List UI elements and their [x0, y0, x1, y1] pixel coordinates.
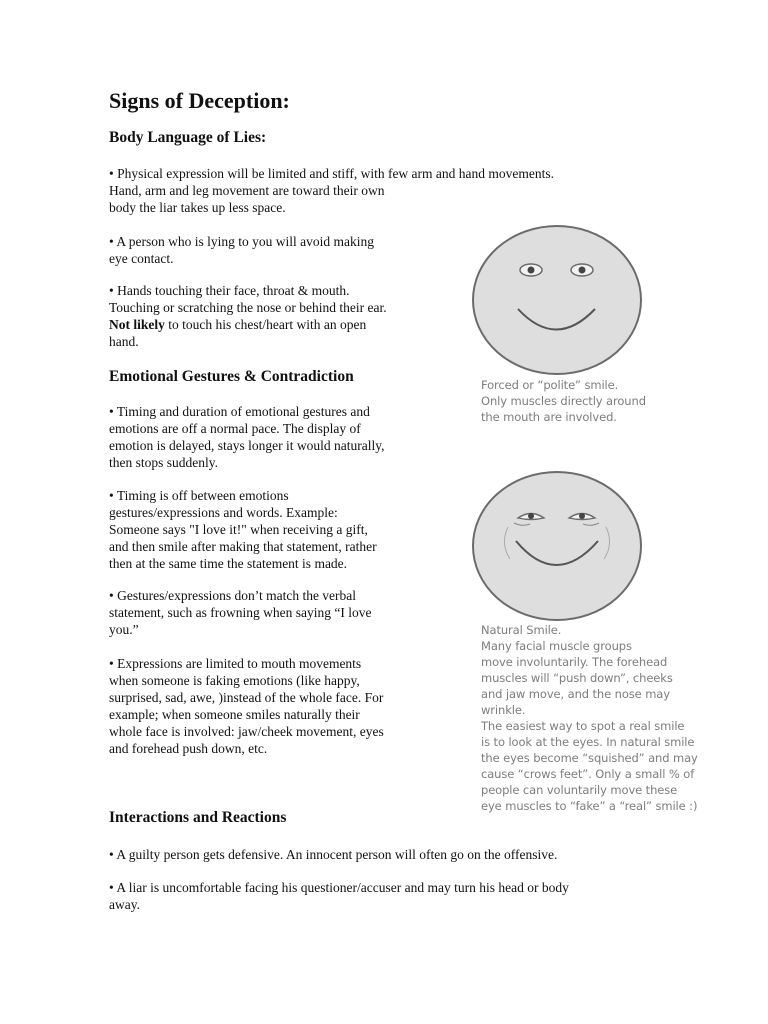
text-line: and then smile after making that statement, rather	[109, 539, 377, 554]
caption-line: Only muscles directly around	[481, 394, 646, 408]
interactions-bullet-2	[109, 879, 669, 913]
natural-smile-illustration	[470, 469, 645, 623]
text-line: • Physical expression will be limited and stiff, with few arm and hand movements.	[109, 166, 555, 181]
body-language-bullet-1	[109, 165, 629, 216]
left-pupil	[528, 513, 534, 519]
left-pupil	[528, 267, 535, 274]
natural-smile-caption	[481, 622, 741, 814]
text-line: you.”	[109, 622, 139, 637]
text-line: surprised, sad, awe, )instead of the whole face. For	[109, 690, 384, 705]
text-line: Someone says "I love it!" when receiving a gift,	[109, 522, 368, 537]
caption-line: Many facial muscle groups	[481, 639, 632, 653]
caption-line: move involuntarily. The forehead	[481, 655, 668, 669]
body-language-bullet-3	[109, 282, 449, 350]
page-title: Signs of Deception:	[109, 88, 290, 113]
right-pupil	[579, 267, 586, 274]
caption-line: muscles will “push down”, cheeks	[481, 671, 673, 685]
text-line: • A liar is uncomfortable facing his questioner/accuser and may turn his head or body	[109, 880, 569, 895]
text-line: and forehead push down, etc.	[109, 741, 268, 756]
section-heading-emotional: Emotional Gestures & Contradiction	[109, 368, 354, 385]
caption-line: the eyes become “squished” and may	[481, 751, 698, 765]
emotional-bullet-3	[109, 587, 439, 638]
caption-line: the mouth are involved.	[481, 410, 617, 424]
text-line: body the liar takes up less space.	[109, 200, 286, 215]
caption-line: wrinkle.	[481, 703, 526, 717]
text-line: emotion is delayed, stays longer it would naturally,	[109, 438, 385, 453]
caption-line: people can voluntarily move these	[481, 783, 678, 797]
text-line: • Hands touching their face, throat & mouth.	[109, 283, 350, 298]
text-line: then stops suddenly.	[109, 455, 218, 470]
text-line: Touching or scratching the nose or behind their ear.	[109, 300, 387, 315]
forced-smile-illustration	[470, 223, 645, 377]
section-heading-interactions: Interactions and Reactions	[109, 809, 287, 826]
caption-line: cause “crows feet”. Only a small % of	[481, 767, 695, 781]
text-line: Hand, arm and leg movement are toward their own	[109, 183, 385, 198]
text-line: whole face is involved: jaw/cheek movement, eyes	[109, 724, 384, 739]
text-line: statement, such as frowning when saying “I love	[109, 605, 372, 620]
section-heading-body-language: Body Language of Lies:	[109, 129, 267, 146]
caption-line: Natural Smile.	[481, 623, 562, 637]
text-line: • A guilty person gets defensive. An innocent person will often go on the offensive.	[109, 847, 558, 862]
text-line: • A person who is lying to you will avoid making	[109, 234, 374, 249]
text-line: example; when someone smiles naturally their	[109, 707, 360, 722]
body-language-bullet-2	[109, 233, 439, 267]
caption-line: eye muscles to “fake” a “real” smile :)	[481, 799, 698, 813]
interactions-bullet-1	[109, 846, 669, 863]
text-line: then at the same time the statement is made.	[109, 556, 348, 571]
caption-line: The easiest way to spot a real smile	[481, 719, 685, 733]
forced-smile-caption	[481, 377, 721, 425]
text-span: to touch his chest/heart with an open	[164, 317, 367, 332]
caption-line: Forced or “polite” smile.	[481, 378, 619, 392]
emotional-bullet-2	[109, 487, 439, 572]
emotional-bullet-1	[109, 403, 439, 471]
face-outline	[473, 226, 641, 374]
text-line: hand.	[109, 334, 139, 349]
text-line	[109, 316, 449, 333]
caption-line: is to look at the eyes. In natural smile	[481, 735, 695, 749]
right-pupil	[579, 513, 585, 519]
text-line: away.	[109, 897, 140, 912]
emphasis-not-likely: Not likely	[109, 317, 165, 332]
text-line: • Expressions are limited to mouth movements	[109, 656, 362, 671]
caption-line: and jaw move, and the nose may	[481, 687, 670, 701]
text-line: when someone is faking emotions (like happy,	[109, 673, 360, 688]
face-outline	[473, 472, 641, 620]
text-line: • Gestures/expressions don’t match the verbal	[109, 588, 357, 603]
emotional-bullet-4	[109, 655, 439, 757]
text-line: gestures/expressions and words. Example:	[109, 505, 338, 520]
text-line: emotions are off a normal pace. The display of	[109, 421, 361, 436]
text-line: • Timing is off between emotions	[109, 488, 289, 503]
text-line: • Timing and duration of emotional gestures and	[109, 404, 370, 419]
text-line: eye contact.	[109, 251, 174, 266]
